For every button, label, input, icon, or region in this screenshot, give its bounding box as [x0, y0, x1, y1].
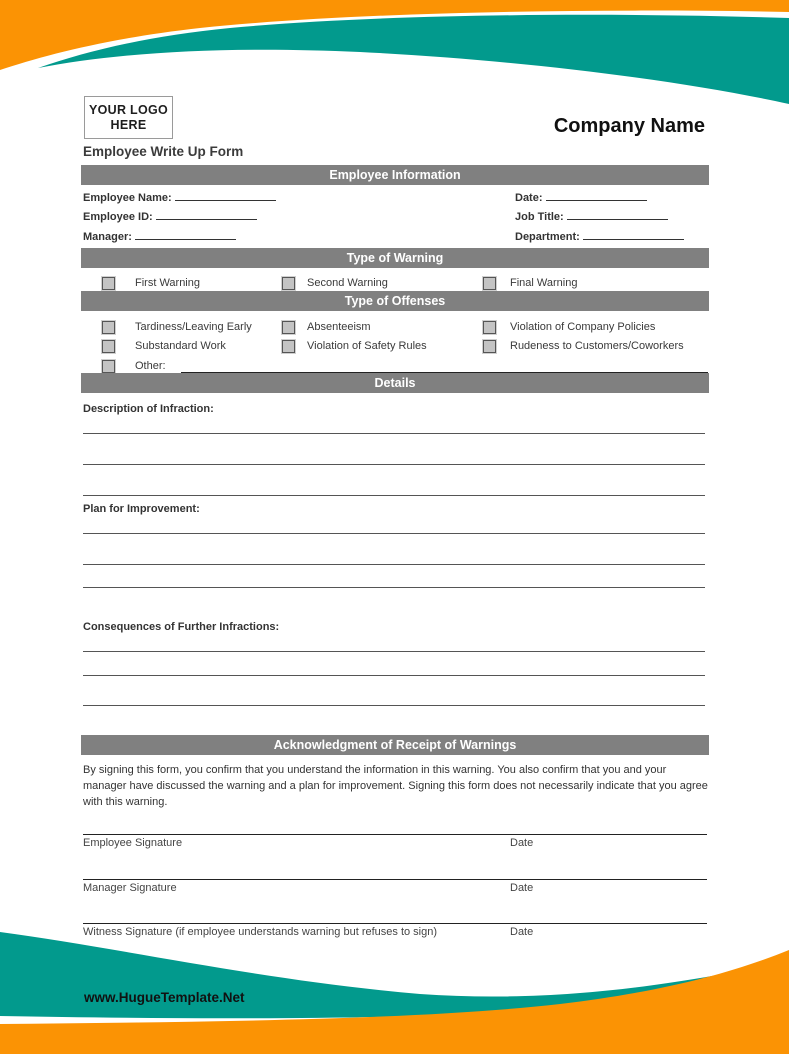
safety-rules-checkbox[interactable] — [282, 340, 295, 353]
header-swoosh-decoration — [0, 0, 789, 110]
absenteeism-checkbox[interactable] — [282, 321, 295, 334]
department-label: Department: — [515, 231, 580, 243]
second-warning-checkbox[interactable] — [282, 277, 295, 290]
company-policies-checkbox[interactable] — [483, 321, 496, 334]
footer-swoosh-decoration — [0, 920, 789, 1054]
logo-text-line2: HERE — [110, 117, 147, 132]
employee-id-input[interactable] — [156, 210, 257, 220]
improvement-label: Plan for Improvement: — [83, 503, 200, 515]
description-line-1[interactable] — [83, 433, 705, 434]
employee-name-field[interactable] — [83, 191, 276, 204]
safety-rules-label: Violation of Safety Rules — [307, 340, 427, 352]
second-warning-label: Second Warning — [307, 277, 388, 289]
manager-label: Manager: — [83, 231, 132, 243]
final-warning-checkbox[interactable] — [483, 277, 496, 290]
other-offense-label: Other: — [135, 360, 166, 372]
witness-signature-label: Witness Signature (if employee understands warning but refuses to sign) — [83, 926, 438, 938]
form-title: Employee Write Up Form — [83, 144, 244, 159]
date-input[interactable] — [546, 191, 647, 201]
department-field[interactable] — [515, 230, 684, 243]
consequences-line-3[interactable] — [83, 705, 705, 706]
employee-signature-date-label: Date — [510, 837, 534, 849]
company-policies-label: Violation of Company Policies — [510, 321, 656, 333]
absenteeism-label: Absenteeism — [307, 321, 371, 333]
description-label: Description of Infraction: — [83, 403, 214, 415]
tardiness-label: Tardiness/Leaving Early — [135, 321, 252, 333]
manager-signature-line[interactable] — [83, 879, 707, 880]
other-offense-checkbox[interactable] — [102, 360, 115, 373]
employee-name-label: Employee Name: — [83, 192, 172, 204]
consequences-line-2[interactable] — [83, 675, 705, 676]
rudeness-label: Rudeness to Customers/Coworkers — [510, 340, 684, 352]
acknowledgment-header: Acknowledgment of Receipt of Warnings — [81, 735, 709, 755]
job-title-field[interactable] — [515, 210, 668, 223]
manager-input[interactable] — [135, 230, 236, 240]
first-warning-label: First Warning — [135, 277, 200, 289]
job-title-label: Job Title: — [515, 211, 564, 223]
witness-signature-date-label: Date — [510, 926, 534, 938]
company-name: Company Name — [553, 115, 705, 137]
employee-signature-label: Employee Signature — [83, 837, 183, 849]
logo-text-line1: YOUR LOGO — [88, 102, 169, 117]
employee-id-field[interactable] — [83, 210, 257, 223]
manager-field[interactable] — [83, 230, 236, 243]
footer-website-link[interactable]: www.HugueTemplate.Net — [84, 990, 245, 1005]
witness-signature-line[interactable] — [83, 923, 707, 924]
substandard-work-label: Substandard Work — [135, 340, 226, 352]
department-input[interactable] — [583, 230, 684, 240]
description-line-2[interactable] — [83, 464, 705, 465]
logo-placeholder — [84, 96, 173, 139]
description-line-3[interactable] — [83, 495, 705, 496]
final-warning-label: Final Warning — [510, 277, 578, 289]
consequences-label: Consequences of Further Infractions: — [83, 621, 280, 633]
employee-info-header: Employee Information — [81, 165, 709, 185]
rudeness-checkbox[interactable] — [483, 340, 496, 353]
warning-type-header: Type of Warning — [81, 248, 709, 268]
substandard-work-checkbox[interactable] — [102, 340, 115, 353]
date-label: Date: — [515, 192, 543, 204]
improvement-line-3[interactable] — [83, 587, 705, 588]
job-title-input[interactable] — [567, 210, 668, 220]
employee-id-label: Employee ID: — [83, 211, 153, 223]
improvement-line-2[interactable] — [83, 564, 705, 565]
manager-signature-date-label: Date — [510, 882, 534, 894]
acknowledgment-text: By signing this form, you confirm that you understand the information in this warning. You also confirm that you and your manager have discussed the warning and a plan for improvement. Signing this form does not necessarily indicate that you agree with this warning. — [83, 764, 708, 808]
improvement-line-1[interactable] — [83, 533, 705, 534]
employee-signature-line[interactable] — [83, 834, 707, 835]
tardiness-checkbox[interactable] — [102, 321, 115, 334]
first-warning-checkbox[interactable] — [102, 277, 115, 290]
manager-signature-label: Manager Signature — [83, 882, 177, 894]
date-field[interactable] — [515, 191, 647, 204]
offenses-header: Type of Offenses — [81, 291, 709, 311]
details-header: Details — [81, 373, 709, 393]
employee-name-input[interactable] — [175, 191, 276, 201]
consequences-line-1[interactable] — [83, 651, 705, 652]
